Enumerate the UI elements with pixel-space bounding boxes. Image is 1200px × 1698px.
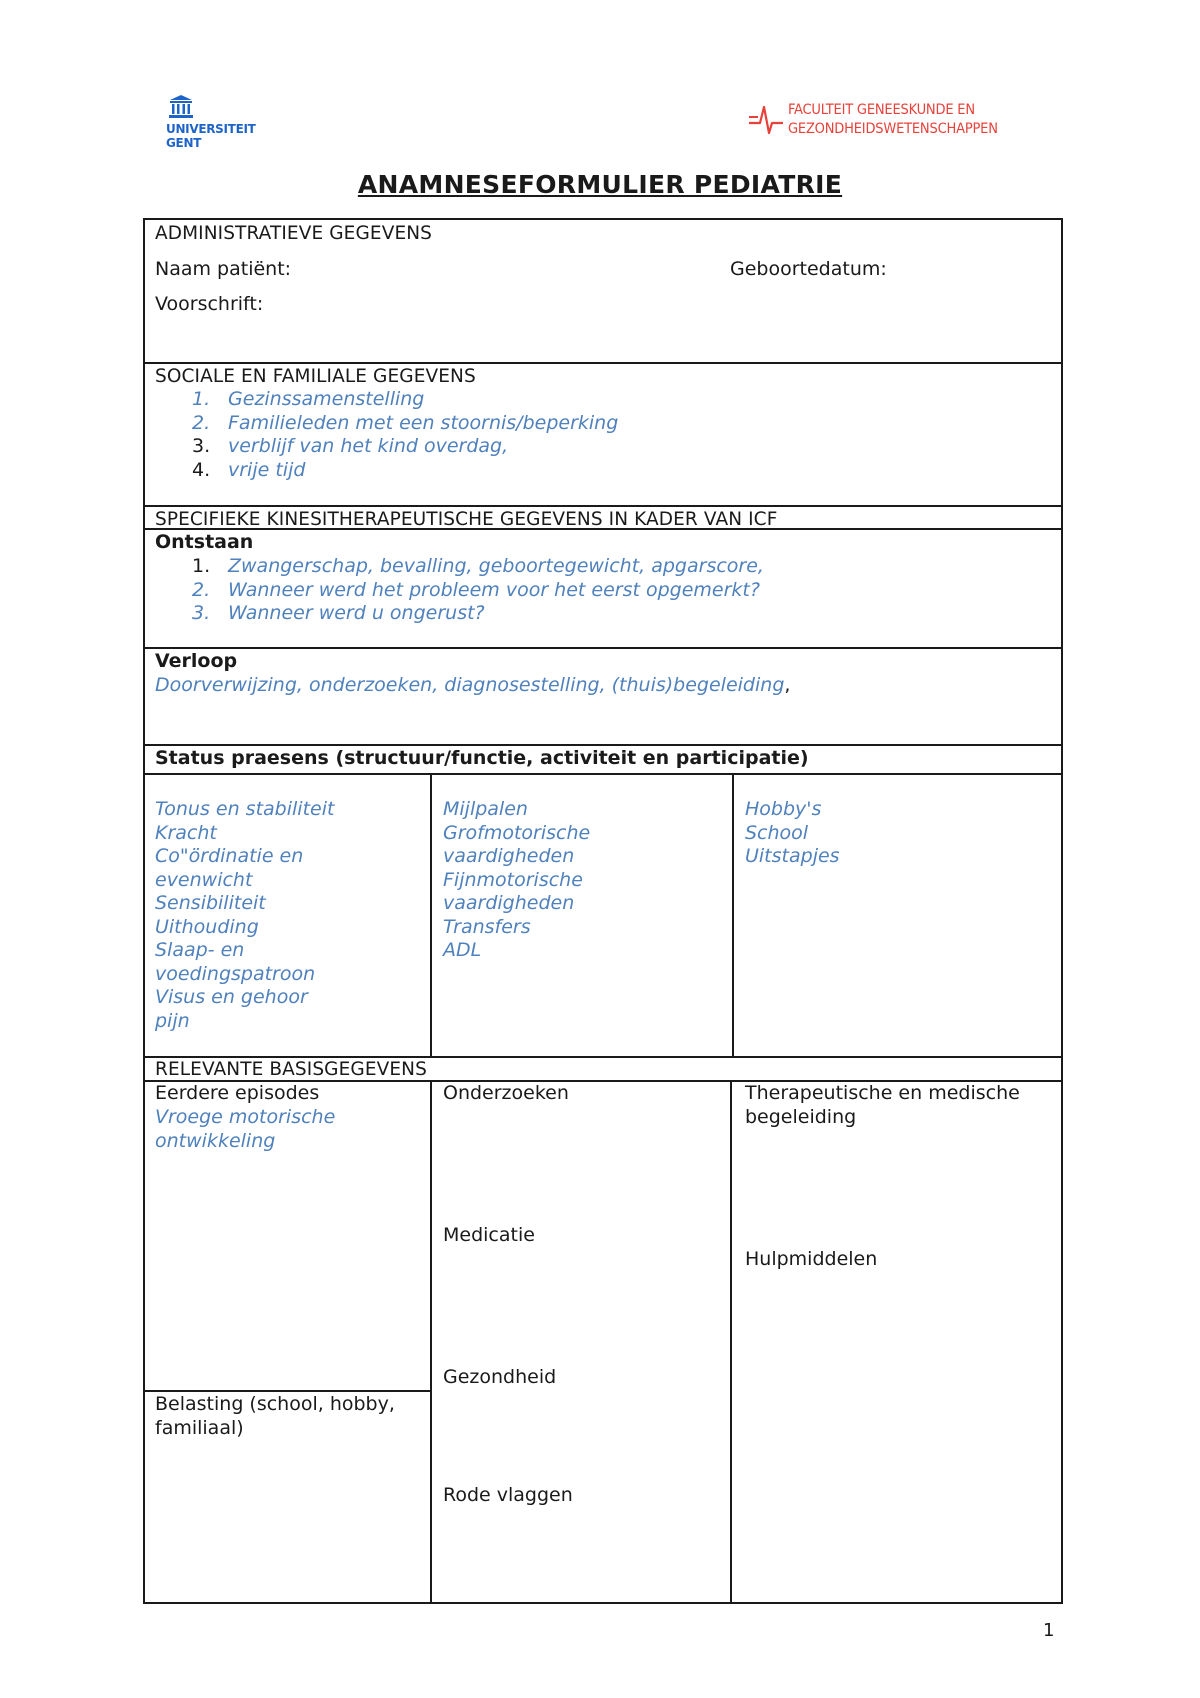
text-line: ontwikkeling	[155, 1129, 276, 1152]
text-line: begeleiding	[745, 1105, 857, 1128]
list-item: vaardigheden	[443, 892, 575, 914]
faculty-logo	[748, 101, 1048, 141]
list-item: Transfers	[443, 915, 531, 938]
column-divider	[430, 773, 432, 1056]
heartbeat-icon	[748, 103, 784, 137]
rode-vlaggen-label: Rode vlaggen	[443, 1484, 573, 1506]
list-item: 3. verblijf van het kind overdag,	[192, 435, 509, 457]
birthdate-label: Geboortedatum:	[730, 258, 887, 280]
eerdere-episodes-label: Eerdere episodes	[155, 1082, 320, 1104]
section-header-sociaal: SOCIALE EN FAMILIALE GEGEVENS	[155, 366, 476, 387]
ontstaan-list	[192, 555, 764, 626]
faculty-logo-text-1: FACULTEIT GENEESKUNDE EN	[788, 102, 975, 118]
faculty-logo-text-2: GEZONDHEIDSWETENSCHAPPEN	[788, 121, 998, 137]
list-item: Hobby's	[745, 798, 822, 820]
verloop-label: Verloop	[155, 650, 238, 672]
therapeutische-begeleiding-label	[745, 1082, 1020, 1129]
column-divider	[730, 1080, 732, 1604]
section-header-specifiek: SPECIFIEKE KINESITHERAPEUTISCHE GEGEVENS IN KADER VAN ICF	[155, 509, 778, 530]
list-item: 1. Zwangerschap, bevalling, geboortegewicht, apgarscore,	[192, 555, 764, 577]
list-item: Tonus en stabiliteit	[155, 798, 335, 820]
list-item: Grofmotorische	[443, 821, 591, 844]
list-item: pijn	[155, 1009, 190, 1032]
section-header-basis: RELEVANTE BASISGEGEVENS	[155, 1059, 427, 1080]
list-item: ADL	[443, 939, 482, 961]
page-title: ANAMNESEFORMULIER PEDIATRIE	[357, 170, 843, 199]
divider	[145, 1390, 432, 1392]
ontstaan-label: Ontstaan	[155, 531, 254, 553]
list-item: Slaap- en	[155, 939, 245, 961]
list-item: 4. vrije tijd	[192, 458, 306, 481]
section-header-status: Status praesens (structuur/functie, activiteit en participatie)	[155, 747, 809, 769]
list-item: 1. Gezinssamenstelling	[192, 388, 425, 410]
list-item: Sensibiliteit	[155, 892, 266, 914]
patient-name-label: Naam patiënt:	[155, 258, 292, 280]
university-logo	[166, 94, 256, 154]
hulpmiddelen-label: Hulpmiddelen	[745, 1248, 878, 1270]
status-column-participatie	[745, 798, 840, 869]
column-divider	[430, 1080, 432, 1604]
list-item: Uithouding	[155, 915, 259, 938]
list-item: vaardigheden	[443, 845, 575, 867]
university-logo-text-1: UNIVERSITEIT	[166, 122, 256, 136]
university-logo-text-2: GENT	[166, 136, 202, 150]
list-item: Uitstapjes	[745, 845, 840, 867]
status-column-activiteit	[443, 798, 590, 963]
text-line: Therapeutische en medische	[745, 1082, 1020, 1104]
list-item: 2. Wanneer werd het probleem voor het eerst opgemerkt?	[192, 578, 760, 601]
verloop-text: Doorverwijzing, onderzoeken, diagnosestelling, (thuis)begeleiding,	[155, 674, 791, 696]
form-table	[143, 218, 1063, 1604]
prescription-label: Voorschrift:	[155, 293, 264, 315]
divider	[145, 362, 1061, 364]
divider	[145, 744, 1061, 746]
list-item: 2. Familieleden met een stoornis/beperking	[192, 411, 619, 434]
list-item: Mijlpalen	[443, 798, 528, 820]
divider	[145, 773, 1061, 775]
list-item: evenwicht	[155, 868, 253, 891]
text-line: Vroege motorische	[155, 1106, 336, 1128]
page-number: 1	[1043, 1620, 1055, 1641]
list-item: Fijnmotorische	[443, 868, 583, 891]
list-item: Co"ördinatie en	[155, 845, 304, 867]
list-item: School	[745, 821, 809, 844]
list-item: Kracht	[155, 821, 217, 844]
list-item: voedingspatroon	[155, 962, 316, 985]
belasting-label	[155, 1393, 395, 1440]
medicatie-label: Medicatie	[443, 1224, 535, 1246]
sociaal-list	[192, 388, 618, 482]
list-item: 3. Wanneer werd u ongerust?	[192, 602, 485, 624]
onderzoeken-label: Onderzoeken	[443, 1082, 569, 1104]
list-item: Visus en gehoor	[155, 986, 308, 1008]
text-line: Belasting (school, hobby,	[155, 1393, 395, 1415]
divider	[145, 505, 1061, 507]
university-building-icon	[168, 94, 194, 120]
vroege-ontwikkeling-label	[155, 1106, 335, 1153]
text-line: familiaal)	[155, 1416, 244, 1439]
status-column-structuur	[155, 798, 334, 1033]
gezondheid-label: Gezondheid	[443, 1366, 557, 1388]
section-header-administratief: ADMINISTRATIEVE GEGEVENS	[155, 223, 433, 244]
divider	[145, 647, 1061, 649]
column-divider	[732, 773, 734, 1056]
